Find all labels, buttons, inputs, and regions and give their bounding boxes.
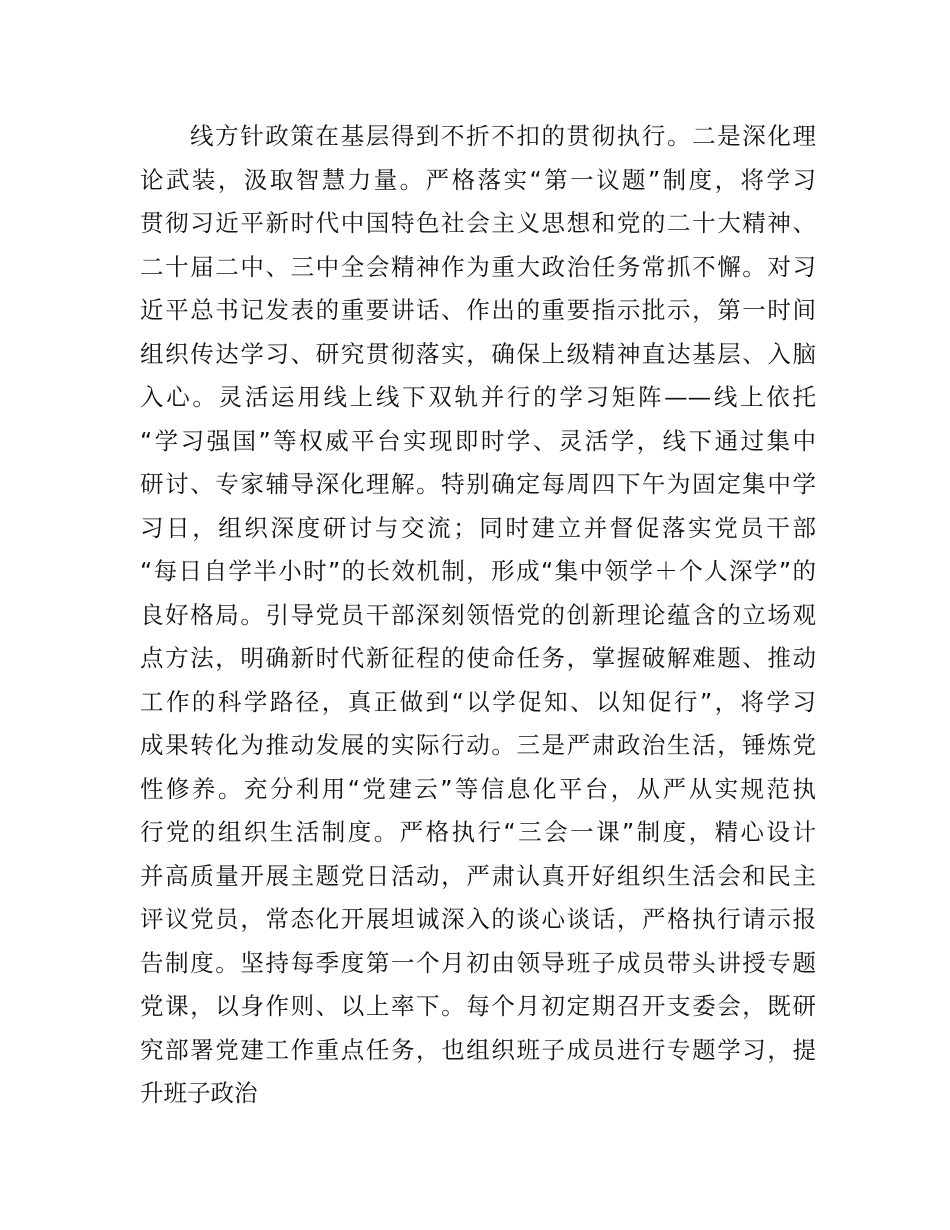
text-line: 论武装，汲取智慧力量。严格落实“第一议题”制度，将学习 [140,165,816,194]
text-line: 告制度。坚持每季度第一个月初由领导班子成员带头讲授专题 [140,948,816,977]
text-line: “每日自学半小时”的长效机制，形成“集中领学＋个人深学”的 [140,557,816,585]
text-line: 二十届二中、三中全会精神作为重大政治任务常抓不懈。对习 [140,252,816,281]
text-line: 党课，以身作则、以上率下。每个月初定期召开支委会，既研 [140,992,816,1020]
text-line: 习日，组织深度研讨与交流；同时建立并督促落实党员干部 [140,513,816,542]
text-line: 研讨、专家辅导深化理解。特别确定每周四下午为固定集中学 [140,470,816,498]
text-line: 组织传达学习、研究贯彻落实，确保上级精神直达基层、入脑 [140,339,816,368]
body-text [140,115,816,1116]
text-line: 点方法，明确新时代新征程的使命任务，掌握破解难题、推动 [140,644,816,672]
text-line: “学习强国”等权威平台实现即时学、灵活学，线下通过集中 [140,426,816,455]
text-line: 并高质量开展主题党日活动，严肃认真开好组织生活会和民主 [140,861,816,890]
text-line: 工作的科学路径，真正做到“以学促知、以知促行”，将学习 [140,687,816,716]
text-line: 性修养。充分利用“党建云”等信息化平台，从严从实规范执 [140,774,816,803]
text-line: 究部署党建工作重点任务，也组织班子成员进行专题学习，提 [140,1035,816,1064]
text-line: 良好格局。引导党员干部深刻领悟党的创新理论蕴含的立场观 [140,600,816,629]
text-line: 行党的组织生活制度。严格执行“三会一课”制度，精心设计 [140,818,816,846]
text-line: 近平总书记发表的重要讲话、作出的重要指示批示，第一时间 [140,296,816,324]
text-line: 升班子政治 [140,1079,258,1107]
text-line: 评议党员，常态化开展坦诚深入的谈心谈话，严格执行请示报 [140,905,816,933]
text-line: 贯彻习近平新时代中国特色社会主义思想和党的二十大精神、 [140,209,816,237]
text-line: 成果转化为推动发展的实际行动。三是严肃政治生活，锤炼党 [140,731,816,759]
text-line: 线方针政策在基层得到不折不扣的贯彻执行。二是深化理 [190,122,816,150]
text-line: 入心。灵活运用线上线下双轨并行的学习矩阵——线上依托 [140,383,816,411]
